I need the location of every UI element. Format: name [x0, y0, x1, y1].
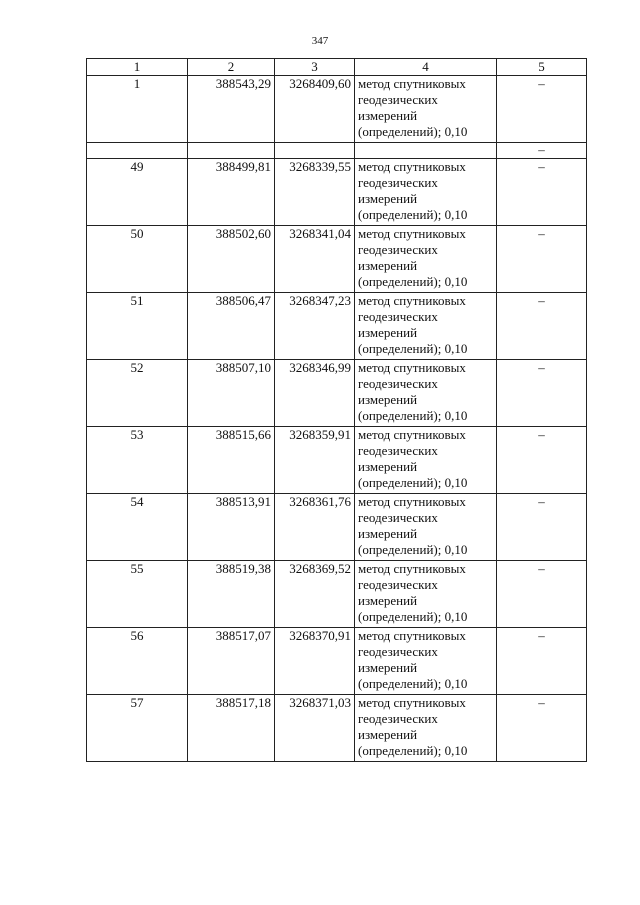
y-coordinate-cell: 3268359,91	[275, 427, 355, 494]
point-number-cell: 1	[87, 76, 188, 143]
method-cell: метод спутниковых геодезических измерений (определений); 0,10	[355, 628, 497, 695]
point-number-cell: 56	[87, 628, 188, 695]
point-number-cell: 52	[87, 360, 188, 427]
x-coordinate-cell: 388519,38	[188, 561, 275, 628]
col5-cell: –	[497, 628, 587, 695]
point-number-cell: 49	[87, 159, 188, 226]
x-coordinate-cell: 388513,91	[188, 494, 275, 561]
table-body	[87, 76, 587, 762]
table-row	[87, 360, 587, 427]
column-header-4: 4	[355, 59, 497, 76]
table-row	[87, 226, 587, 293]
coordinates-table	[86, 58, 587, 762]
point-number-cell	[87, 143, 188, 159]
method-cell: метод спутниковых геодезических измерений (определений); 0,10	[355, 159, 497, 226]
point-number-cell: 50	[87, 226, 188, 293]
x-coordinate-cell: 388502,60	[188, 226, 275, 293]
point-number-cell: 51	[87, 293, 188, 360]
table-row	[87, 293, 587, 360]
y-coordinate-cell: 3268369,52	[275, 561, 355, 628]
method-cell: метод спутниковых геодезических измерений (определений); 0,10	[355, 494, 497, 561]
table-row	[87, 494, 587, 561]
point-number-cell: 57	[87, 695, 188, 762]
y-coordinate-cell: 3268361,76	[275, 494, 355, 561]
table-row	[87, 628, 587, 695]
page-number: 347	[311, 35, 329, 47]
x-coordinate-cell: 388515,66	[188, 427, 275, 494]
column-header-5: 5	[497, 59, 587, 76]
point-number-cell: 54	[87, 494, 188, 561]
table-header	[87, 59, 587, 76]
table-row	[87, 76, 587, 143]
y-coordinate-cell: 3268370,91	[275, 628, 355, 695]
column-header-2: 2	[188, 59, 275, 76]
x-coordinate-cell: 388506,47	[188, 293, 275, 360]
col5-cell: –	[497, 226, 587, 293]
x-coordinate-cell: 388517,07	[188, 628, 275, 695]
y-coordinate-cell: 3268371,03	[275, 695, 355, 762]
x-coordinate-cell: 388543,29	[188, 76, 275, 143]
column-header-1: 1	[87, 59, 188, 76]
x-coordinate-cell: 388507,10	[188, 360, 275, 427]
col5-cell: –	[497, 360, 587, 427]
col5-cell: –	[497, 494, 587, 561]
column-header-3: 3	[275, 59, 355, 76]
method-cell: метод спутниковых геодезических измерений (определений); 0,10	[355, 360, 497, 427]
y-coordinate-cell: 3268409,60	[275, 76, 355, 143]
table-row	[87, 695, 587, 762]
col5-cell: –	[497, 143, 587, 159]
y-coordinate-cell: 3268347,23	[275, 293, 355, 360]
x-coordinate-cell: 388499,81	[188, 159, 275, 226]
y-coordinate-cell: 3268339,55	[275, 159, 355, 226]
table-row	[87, 143, 587, 159]
y-coordinate-cell: 3268341,04	[275, 226, 355, 293]
point-number-cell: 55	[87, 561, 188, 628]
method-cell	[355, 143, 497, 159]
col5-cell: –	[497, 695, 587, 762]
x-coordinate-cell	[188, 143, 275, 159]
y-coordinate-cell: 3268346,99	[275, 360, 355, 427]
x-coordinate-cell: 388517,18	[188, 695, 275, 762]
point-number-cell: 53	[87, 427, 188, 494]
method-cell: метод спутниковых геодезических измерений (определений); 0,10	[355, 226, 497, 293]
method-cell: метод спутниковых геодезических измерений (определений); 0,10	[355, 695, 497, 762]
header-row	[87, 59, 587, 76]
table-row	[87, 159, 587, 226]
col5-cell: –	[497, 293, 587, 360]
method-cell: метод спутниковых геодезических измерений (определений); 0,10	[355, 427, 497, 494]
y-coordinate-cell	[275, 143, 355, 159]
method-cell: метод спутниковых геодезических измерений (определений); 0,10	[355, 561, 497, 628]
col5-cell: –	[497, 427, 587, 494]
col5-cell: –	[497, 159, 587, 226]
table-row	[87, 561, 587, 628]
method-cell: метод спутниковых геодезических измерений (определений); 0,10	[355, 293, 497, 360]
col5-cell: –	[497, 561, 587, 628]
col5-cell: –	[497, 76, 587, 143]
table-row	[87, 427, 587, 494]
method-cell: метод спутниковых геодезических измерений (определений); 0,10	[355, 76, 497, 143]
